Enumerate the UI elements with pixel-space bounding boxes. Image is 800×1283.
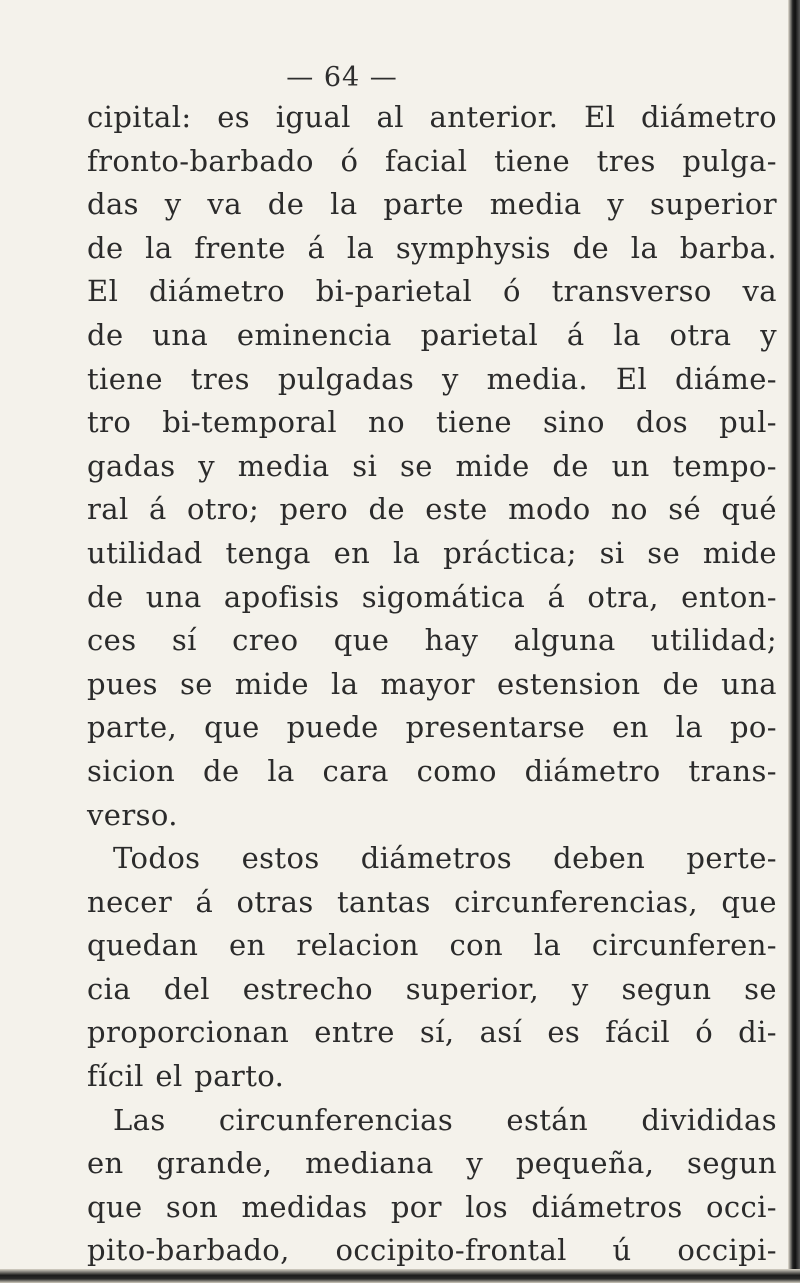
text-line: Las circunferencias están divididas [113, 1102, 777, 1137]
text-line: tiene tres pulgadas y media. El diáme- [87, 361, 777, 396]
text-line: gadas y media si se mide de un tempo- [87, 448, 777, 483]
text-line: que son medidas por los diámetros occi- [87, 1189, 777, 1224]
text-line: ces sí creo que hay alguna utilidad; [87, 623, 777, 658]
text-line: proporcionan entre sí, así es fácil ó di- [87, 1015, 777, 1050]
text-line: parte, que puede presentarse en la po- [87, 710, 777, 745]
text-line: fronto-barbado ó facial tiene tres pulga- [87, 143, 777, 178]
page-number: — 64 — [286, 62, 398, 93]
body-text [87, 96, 777, 1273]
text-line: de la frente á la symphysis de la barba. [87, 230, 777, 265]
text-line: tro bi-temporal no tiene sino dos pul- [87, 405, 777, 440]
text-line: utilidad tenga en la práctica; si se mide [87, 535, 777, 570]
page-edge-bottom [0, 1269, 800, 1283]
text-line: sicion de la cara como diámetro trans- [87, 753, 777, 788]
text-line: fícil el parto. [87, 1059, 285, 1094]
text-line: pues se mide la mayor estension de una [87, 666, 777, 701]
text-line: Todos estos diámetros deben perte- [113, 841, 777, 876]
text-line: verso. [87, 797, 178, 832]
text-line: necer á otras tantas circunferencias, que [87, 884, 777, 919]
text-line: pito-barbado, occipito-frontal ú occipi- [87, 1233, 777, 1268]
text-line: cia del estrecho superior, y segun se [87, 971, 777, 1006]
text-line: El diámetro bi-parietal ó transverso va [87, 274, 777, 309]
text-line: ral á otro; pero de este modo no sé qué [87, 492, 777, 527]
text-line: de una apofisis sigomática á otra, enton- [87, 579, 777, 614]
text-line: de una eminencia parietal á la otra y [87, 317, 777, 352]
text-line: en grande, mediana y pequeña, segun [87, 1146, 777, 1181]
text-line: quedan en relacion con la circunferen- [87, 928, 777, 963]
page-edge-right [788, 0, 800, 1283]
text-line: cipital: es igual al anterior. El diámetro [87, 100, 777, 134]
text-line: das y va de la parte media y superior [87, 187, 777, 222]
